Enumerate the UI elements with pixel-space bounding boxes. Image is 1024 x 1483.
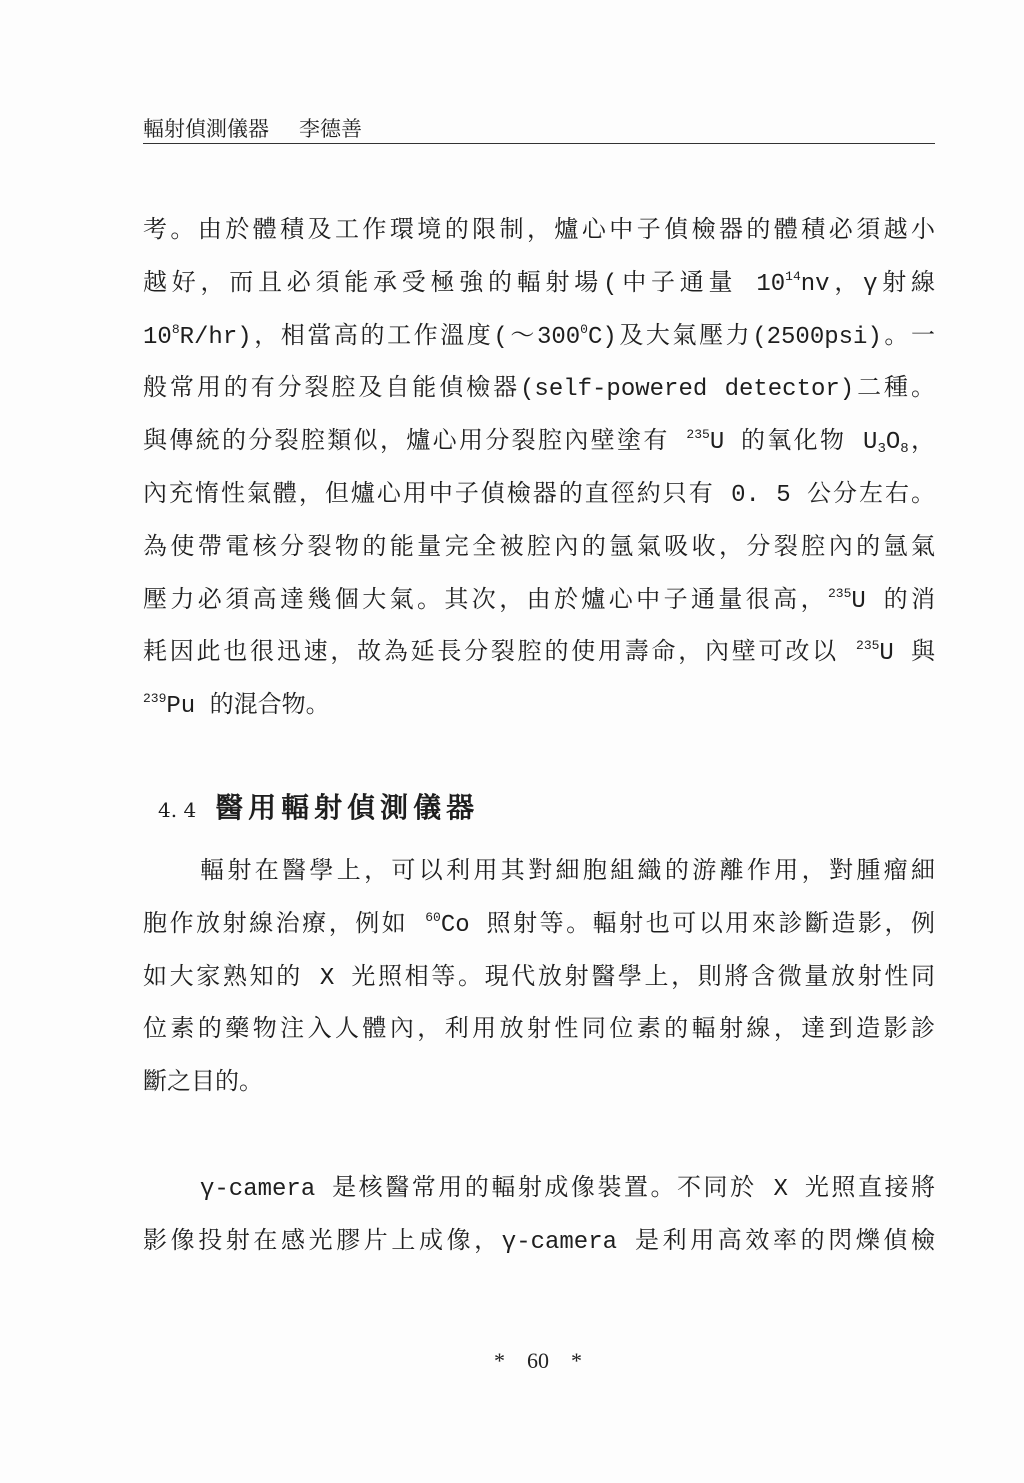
paragraph	[143, 1164, 935, 1270]
text-line	[143, 1005, 935, 1058]
text-line	[143, 206, 935, 259]
subscript: 8	[900, 441, 909, 458]
section-heading	[158, 782, 479, 834]
superscript: 8	[171, 321, 180, 337]
text-run: 越好，而且必須能承受極強的輻射場(中子通量 10	[143, 270, 786, 298]
text-run: nv，γ射線	[800, 270, 935, 298]
superscript: 235	[686, 427, 710, 443]
footer-ornament: *	[494, 1348, 505, 1373]
text-line	[143, 681, 935, 734]
book-title: 輻射偵測儀器	[143, 117, 269, 141]
author-name: 李德善	[299, 117, 362, 141]
text-run: R/hr)，相當高的工作溫度(～300	[179, 323, 581, 351]
text-line	[143, 364, 935, 417]
superscript: 239	[143, 691, 167, 707]
section-number: 4. 4	[158, 798, 197, 822]
text-line	[143, 523, 935, 576]
text-line	[143, 576, 935, 629]
text-run: 位素的藥物注入人體內，利用放射性同位素的輻射線，達到造影診	[143, 1017, 935, 1045]
text-run: 壓力必須高達幾個大氣。其次，由於爐心中子通量很高，	[143, 587, 828, 615]
paragraph	[143, 206, 935, 734]
text-run: 耗因此也很迅速，故為延長分裂腔的使用壽命，內壁可改以	[143, 640, 857, 668]
text-run: 胞作放射線治療，例如	[143, 911, 426, 939]
text-run: 輻射在醫學上，可以利用其對細胞組織的游離作用，對腫瘤細	[200, 859, 935, 886]
text-run: U 與	[879, 640, 935, 668]
text-line	[143, 847, 935, 900]
text-run: 為使帶電核分裂物的能量完全被腔內的氬氣吸收，分裂腔內的氬氣	[143, 534, 935, 562]
text-run: Co 照射等。輻射也可以用來診斷造影，例	[440, 911, 935, 939]
text-run: 與傳統的分裂腔類似，爐心用分裂腔內壁塗有	[143, 429, 687, 457]
text-run: 般常用的有分裂腔及自能偵檢器(self-powered detector)二種。	[143, 376, 935, 404]
text-run: 內充惰性氣體，但爐心用中子偵檢器的直徑約只有 0. 5 公分左右。	[143, 481, 935, 509]
text-run: C)及大氣壓力(2500psi)。一	[587, 323, 935, 351]
footer-ornament: *	[571, 1348, 582, 1373]
text-line	[143, 417, 935, 470]
text-line	[143, 1164, 935, 1217]
superscript: 60	[425, 909, 441, 925]
text-line	[143, 312, 935, 365]
text-run: U 的消	[851, 587, 935, 615]
text-run: Pu 的混合物。	[166, 693, 330, 721]
running-header	[143, 116, 362, 142]
text-run: 考。由於體積及工作環境的限制，爐心中子偵檢器的體積必須越小	[143, 218, 935, 245]
text-line	[143, 259, 935, 312]
text-line	[143, 953, 935, 1006]
superscript: 14	[785, 268, 801, 284]
text-line	[143, 1058, 935, 1111]
text-line	[143, 470, 935, 523]
page-footer	[478, 1346, 598, 1376]
text-run: γ-camera 是核醫常用的輻射成像裝置。不同於 X 光照直接將	[200, 1176, 935, 1203]
header-rule	[143, 143, 935, 144]
text-run: ，	[908, 429, 936, 457]
subscript: 3	[877, 441, 886, 458]
text-line	[143, 1217, 935, 1270]
superscript: 235	[856, 638, 880, 654]
text-run: U 的氧化物 U	[709, 429, 878, 457]
superscript: 235	[827, 585, 852, 601]
superscript: 0	[580, 321, 588, 337]
section-title: 醫用輻射偵測儀器	[215, 791, 480, 824]
page-number: 60	[527, 1348, 549, 1373]
text-run: 10	[143, 323, 172, 351]
text-run: 斷之目的。	[143, 1070, 263, 1098]
text-run: O	[885, 429, 901, 457]
text-line	[143, 628, 935, 681]
paragraph	[143, 847, 935, 1111]
text-line	[143, 900, 935, 953]
text-run: 如大家熟知的 X 光照相等。現代放射醫學上，則將含微量放射性同	[143, 964, 935, 992]
text-run: 影像投射在感光膠片上成像，γ-camera 是利用高效率的閃爍偵檢	[143, 1228, 935, 1256]
